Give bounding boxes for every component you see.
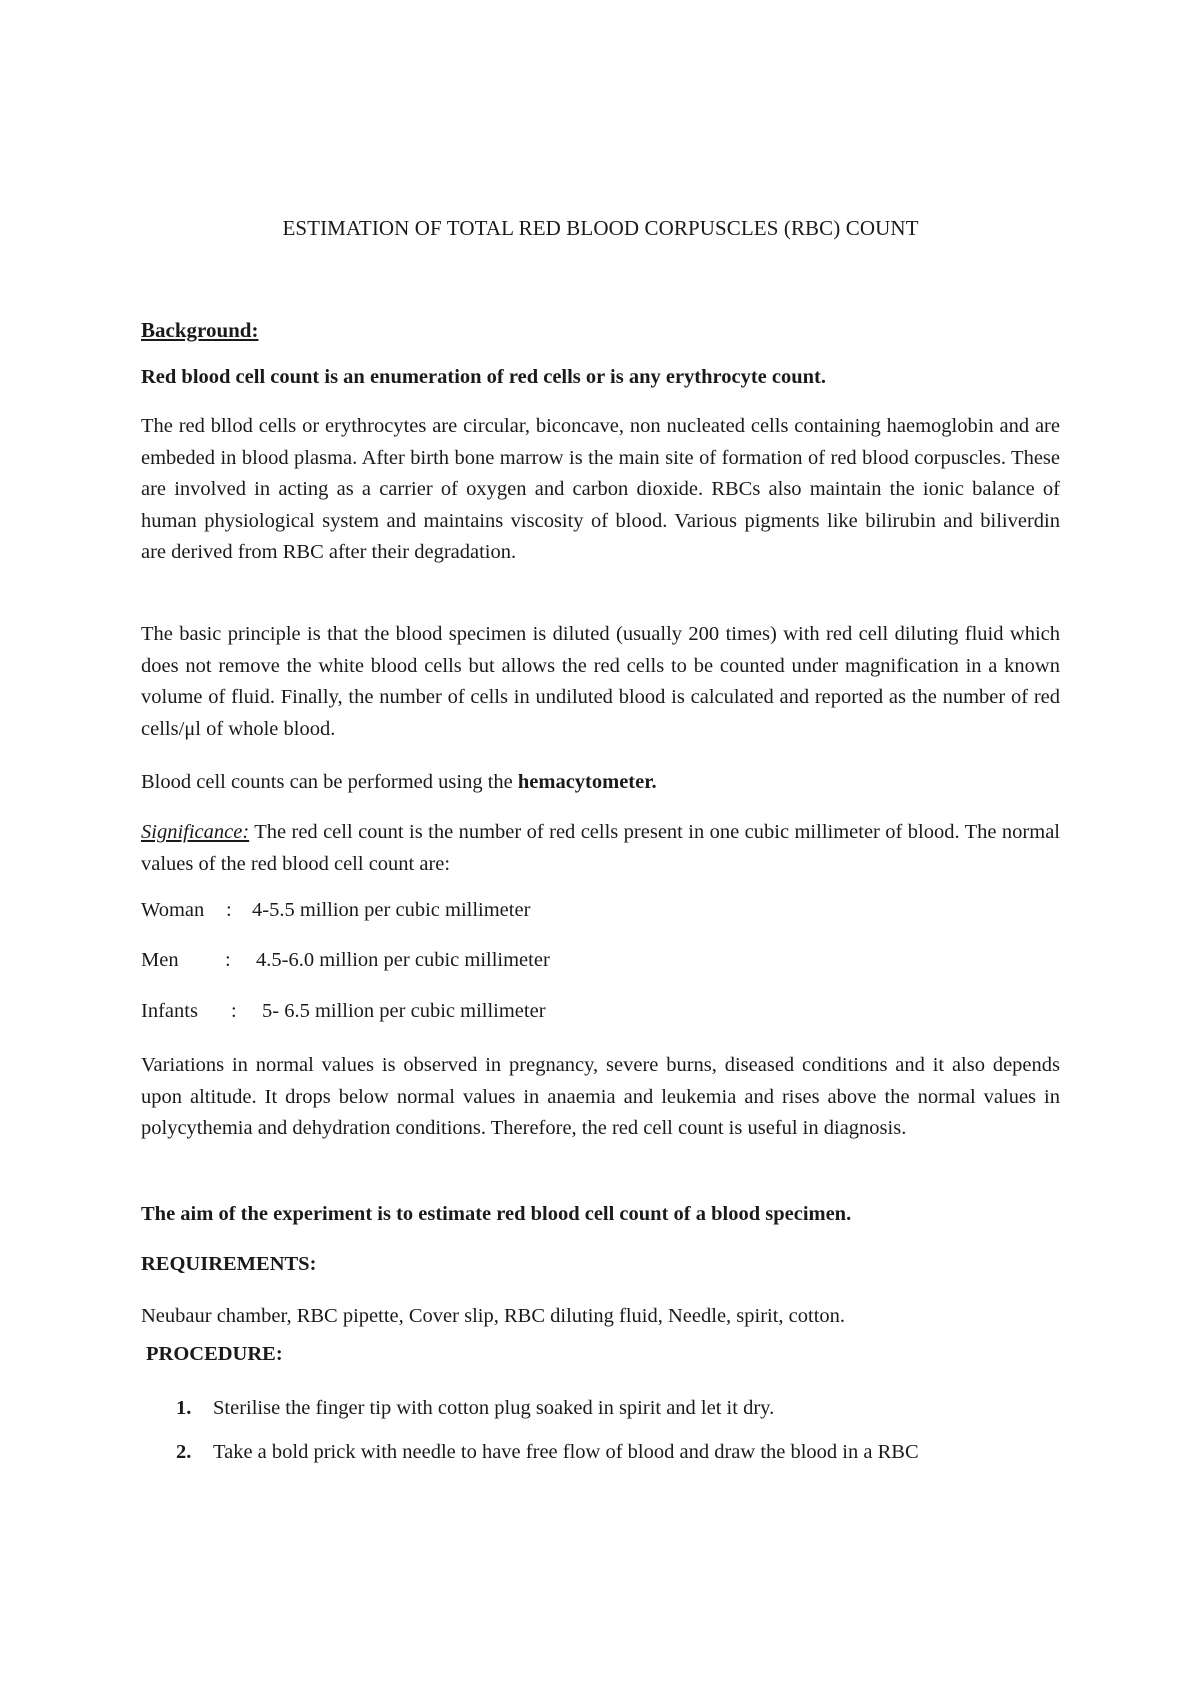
- significance-text: The red cell count is the number of red cells present in one cubic millimeter of blood. The normal values of the red blood cell count are:: [141, 821, 1060, 875]
- paragraph-principle: The basic principle is that the blood specimen is diluted (usually 200 times) with red cell diluting fluid which does not remove the white blood cells but allows the red cells to be counted under magnification in a known volume of fluid. Finally, the number of cells in undiluted blood is calculated and reported as the number of red cells/μl of whole blood.: [141, 623, 1060, 740]
- requirements-heading: REQUIREMENTS:: [141, 1253, 317, 1275]
- normal-value-row: [141, 899, 530, 922]
- normal-value-colon: :: [231, 1000, 237, 1022]
- paragraph-erythrocytes: The red bllod cells or erythrocytes are circular, biconcave, non nucleated cells containing haemoglobin and are embeded in blood plasma. After birth bone marrow is the main site of formation of red blood corpuscles. These are involved in acting as a carrier of oxygen and carbon dioxide. RBCs also maintain the ionic balance of human physiological system and maintains viscosity of blood. Various pigments like bilirubin and biliverdin are derived from RBC after their degradation.: [141, 415, 1060, 564]
- normal-value-label: Men: [141, 949, 179, 971]
- normal-value-label: Woman: [141, 899, 205, 921]
- step-text: Take a bold prick with needle to have free flow of blood and draw the blood in a RBC: [213, 1441, 919, 1463]
- hemacytometer-term: hemacytometer.: [517, 771, 657, 793]
- step-text: Sterilise the finger tip with cotton plug soaked in spirit and let it dry.: [213, 1397, 775, 1419]
- normal-value-row: [141, 1000, 546, 1023]
- significance-label: Significance:: [141, 821, 250, 843]
- normal-value: 4-5.5 million per cubic millimeter: [252, 899, 531, 921]
- normal-value-colon: :: [226, 899, 232, 921]
- normal-value-label: Infants: [141, 1000, 198, 1022]
- step-number: 1.: [176, 1397, 192, 1419]
- normal-value-colon: :: [225, 949, 231, 971]
- step-number: 2.: [176, 1441, 192, 1463]
- normal-value: 4.5-6.0 million per cubic millimeter: [256, 949, 550, 971]
- requirements-list: Neubaur chamber, RBC pipette, Cover slip, RBC diluting fluid, Needle, spirit, cotton.: [141, 1305, 846, 1327]
- definition-statement: Red blood cell count is an enumeration of red cells or is any erythrocyte count.: [141, 366, 826, 388]
- background-heading: Background:: [141, 318, 259, 342]
- document-title: ESTIMATION OF TOTAL RED BLOOD CORPUSCLES (RBC) COUNT: [282, 216, 919, 240]
- hemacytometer-line: [141, 771, 657, 794]
- aim-statement: The aim of the experiment is to estimate red blood cell count of a blood specimen.: [141, 1203, 852, 1225]
- paragraph-variations: Variations in normal values is observed in pregnancy, severe burns, diseased conditions and it also depends upon altitude. It drops below normal values in anaemia and leukemia and rises above the normal values in polycythemia and dehydration conditions. Therefore, the red cell count is useful in diagnosis.: [141, 1054, 1060, 1140]
- significance-paragraph: [141, 817, 1060, 880]
- normal-value: 5- 6.5 million per cubic millimeter: [262, 1000, 546, 1022]
- document-page: [141, 0, 1060, 1696]
- hemacytometer-prefix: Blood cell counts can be performed using the: [141, 771, 518, 793]
- normal-value-row: [141, 949, 550, 972]
- procedure-heading: PROCEDURE:: [146, 1343, 283, 1365]
